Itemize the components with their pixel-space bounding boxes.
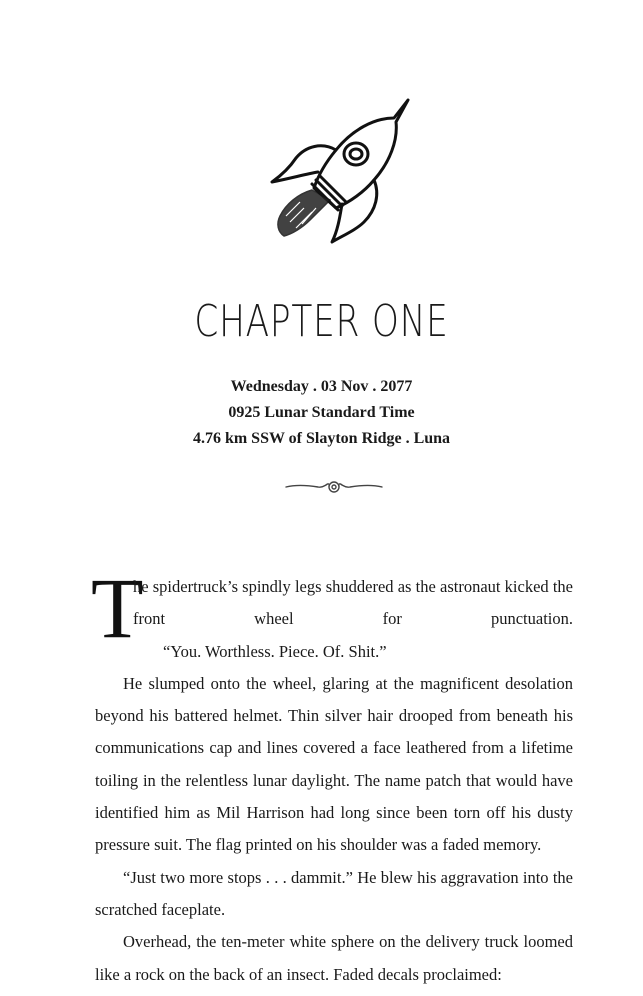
chapter-body bbox=[95, 571, 573, 991]
body-line: scratched faceplate. bbox=[95, 899, 226, 919]
body-line: identified him as Mil Harrison had long since been torn off his dusty bbox=[95, 803, 573, 823]
body-line: beyond his battered helmet. Thin silver hair drooped from beneath his bbox=[95, 706, 573, 726]
body-line: communications cap and lines covered a face leathered from a lifetime bbox=[95, 738, 573, 758]
chapter-title: CHAPTER ONE bbox=[194, 296, 449, 347]
body-line: like a rock on the back of an insect. Faded decals proclaimed: bbox=[95, 964, 502, 984]
body-line: He slumped onto the wheel, glaring at the magnificent desolation bbox=[123, 673, 573, 693]
body-line: front wheel for punctuation. bbox=[133, 609, 573, 629]
body-line: Overhead, the ten-meter white sphere on the delivery truck loomed bbox=[123, 932, 573, 952]
rocket-icon bbox=[256, 96, 416, 246]
body-line: pressure suit. The flag printed on his shoulder was a faded memory. bbox=[95, 835, 542, 855]
chapter-dateline bbox=[0, 374, 643, 452]
dateline-location: 4.76 km SSW of Slayton Ridge . Luna bbox=[192, 430, 451, 447]
dateline-time: 0925 Lunar Standard Time bbox=[228, 404, 415, 421]
dateline-date: Wednesday . 03 Nov . 2077 bbox=[230, 378, 413, 395]
body-line: “Just two more stops . . . dammit.” He blew his aggravation into the bbox=[123, 867, 573, 887]
body-line: “You. Worthless. Piece. Of. Shit.” bbox=[163, 641, 387, 661]
body-line: he spidertruck’s spindly legs shuddered as the astronaut kicked the bbox=[133, 577, 573, 596]
drop-cap: T bbox=[91, 560, 144, 656]
scroll-divider-icon bbox=[284, 478, 384, 496]
body-line: toiling in the relentless lunar daylight. The name patch that would have bbox=[95, 770, 573, 790]
